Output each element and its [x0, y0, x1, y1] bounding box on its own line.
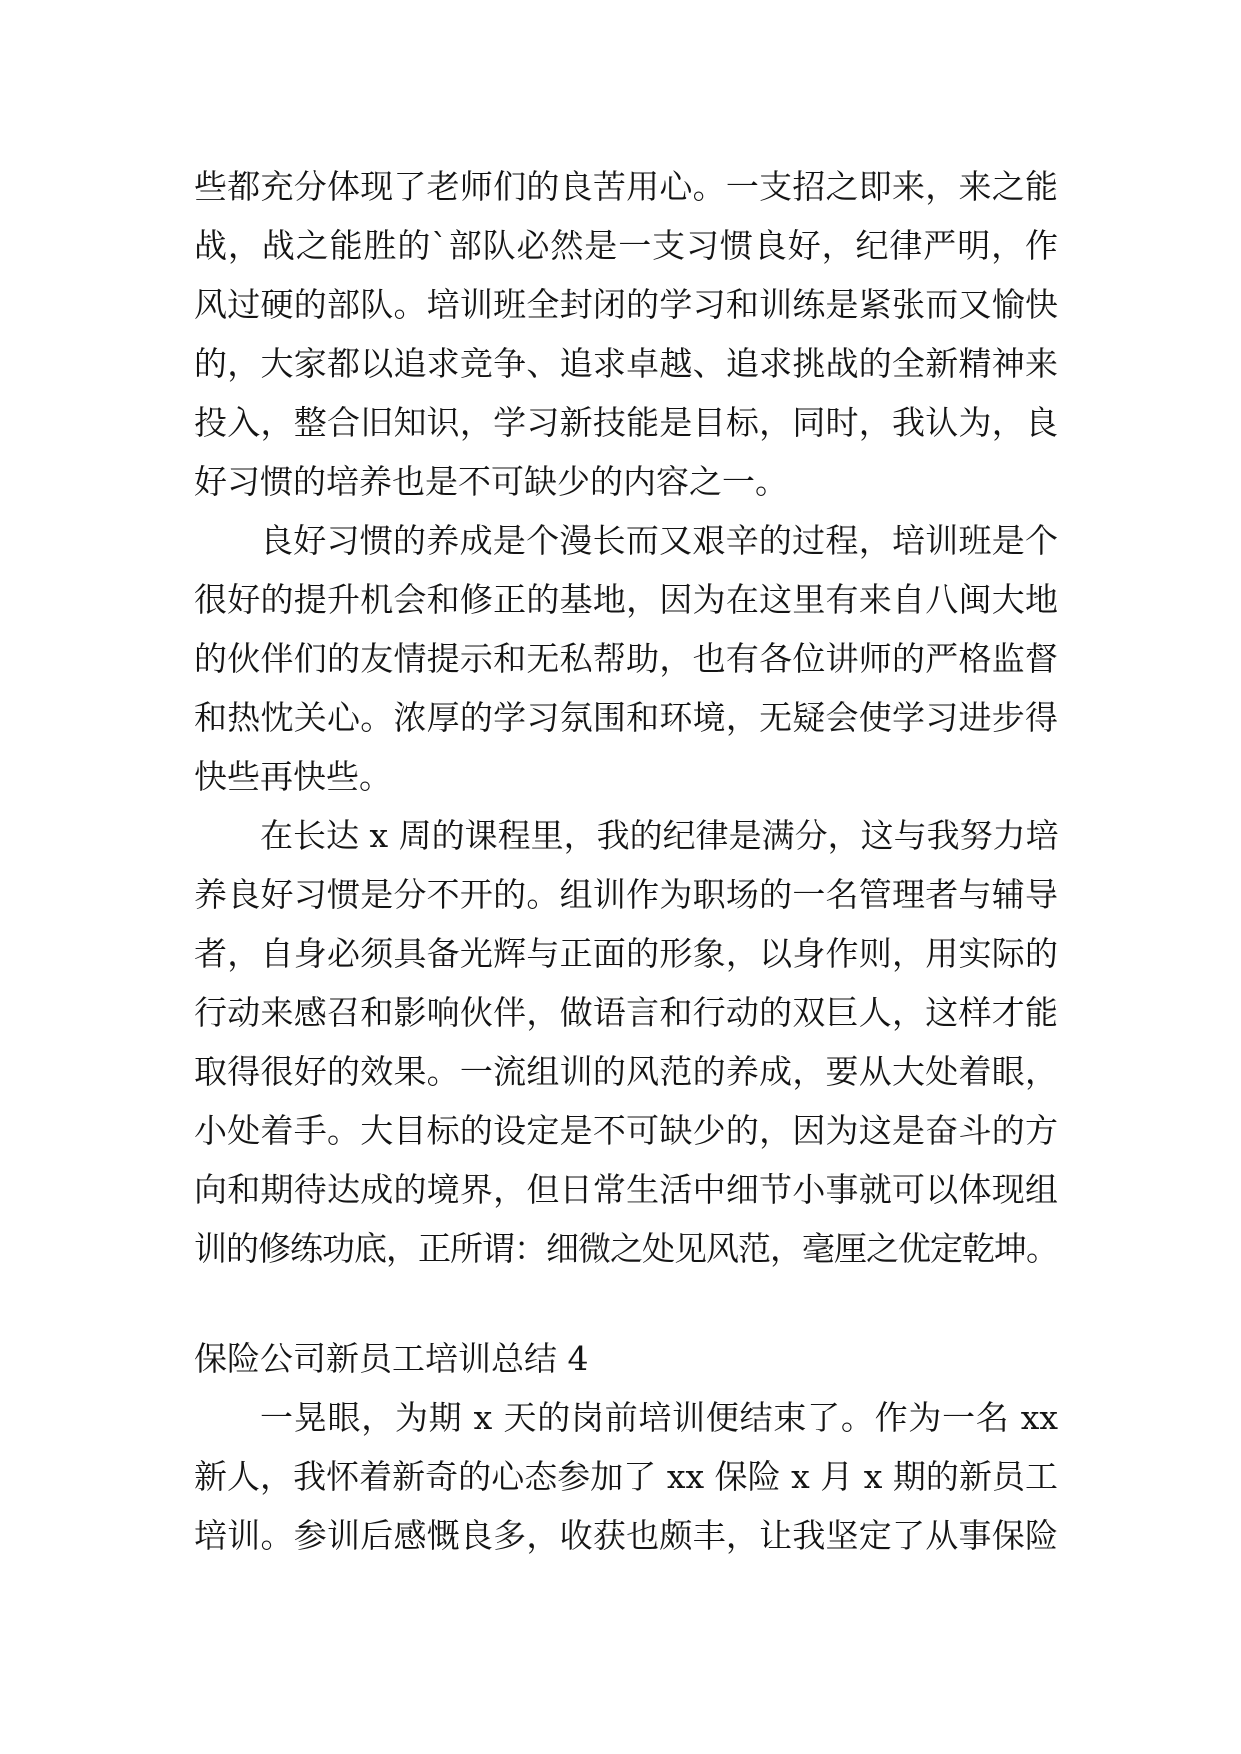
text-line: 行动来感召和影响伙伴，做语言和行动的双巨人，这样才能 — [194, 993, 1058, 1032]
text-line: 在长达 x 周的课程里，我的纪律是满分，这与我努力培 — [260, 816, 1059, 855]
text-line: 风过硬的部队。培训班全封闭的学习和训练是紧张而又愉快 — [194, 285, 1058, 324]
paragraph-new-section — [194, 1388, 1058, 1565]
text-line: 养良好习惯是分不开的。组训作为职场的一名管理者与辅导 — [194, 875, 1058, 914]
text-line: 小处着手。大目标的设定是不可缺少的，因为这是奋斗的方 — [194, 1111, 1058, 1150]
text-line: 的，大家都以追求竞争、追求卓越、追求挑战的全新精神来 — [194, 344, 1058, 383]
text-line: 的伙伴们的友情提示和无私帮助，也有各位讲师的严格监督 — [194, 639, 1058, 678]
text-line: 良好习惯的养成是个漫长而又艰辛的过程，培训班是个 — [260, 521, 1058, 560]
paragraph-continued — [194, 157, 1058, 511]
document-body — [194, 157, 1058, 1565]
text-line: 些都充分体现了老师们的良苦用心。一支招之即来，来之能 — [194, 167, 1058, 206]
paragraph-habits — [194, 511, 1058, 806]
text-line: 快些再快些。 — [194, 757, 392, 796]
text-line: 培训。参训后感慨良多，收获也颇丰，让我坚定了从事保险 — [194, 1516, 1058, 1555]
text-line: 投入，整合旧知识，学习新技能是目标，同时，我认为，良 — [194, 403, 1058, 442]
text-line: 很好的提升机会和修正的基地，因为在这里有来自八闽大地 — [194, 580, 1058, 619]
text-line: 训的修练功底，正所谓：细微之处见风范，毫厘之优定乾坤。 — [194, 1229, 1058, 1268]
text-line: 向和期待达成的境界，但日常生活中细节小事就可以体现组 — [194, 1170, 1058, 1209]
text-line: 者，自身必须具备光辉与正面的形象，以身作则，用实际的 — [194, 934, 1058, 973]
text-line: 和热忱关心。浓厚的学习氛围和环境，无疑会使学习进步得 — [194, 698, 1058, 737]
paragraph-discipline — [194, 806, 1058, 1278]
text-line: 好习惯的培养也是不可缺少的内容之一。 — [194, 462, 788, 501]
text-line: 战，战之能胜的`部队必然是一支习惯良好，纪律严明，作 — [194, 226, 1058, 265]
section-heading: 保险公司新员工培训总结 4 — [194, 1339, 589, 1378]
text-line: 一晃眼，为期 x 天的岗前培训便结束了。作为一名 xx — [260, 1398, 1058, 1437]
text-line: 取得很好的效果。一流组训的风范的养成，要从大处着眼， — [194, 1052, 1058, 1091]
text-line: 新人，我怀着新奇的心态参加了 xx 保险 x 月 x 期的新员工 — [194, 1457, 1058, 1496]
